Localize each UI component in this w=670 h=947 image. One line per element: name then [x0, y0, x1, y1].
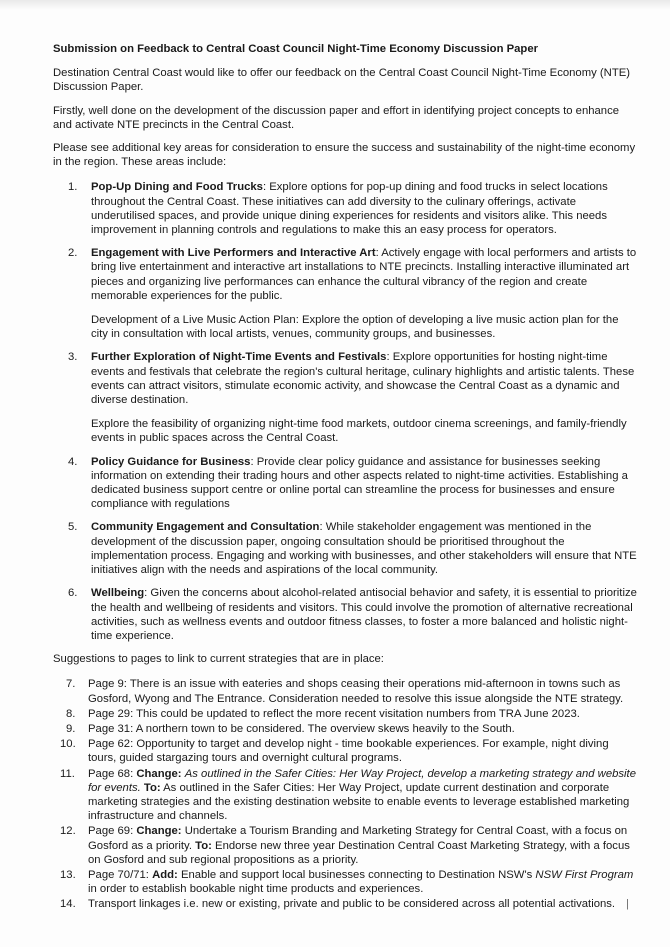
key-area-text: : Actively engage with local performers and artists to bring live entertainment and interactive art installations to NTE precincts. Installing interactive illuminated art pieces and organizing live performances can enhance the cultural vibrancy of the region and create memorable experiences for the public. — [91, 247, 637, 302]
key-area-text: : Explore options for pop-up dining and food trucks in select locations throughout the Central Coast. These initiatives can add diversity to the culinary offerings, activate underutilised spaces, and provide unique dining experiences for residents and visitors alike. This needs improvement in planning controls and regulations to make this an easy process for operators. — [91, 181, 608, 237]
suggestion-item — [53, 767, 638, 824]
key-area-text: : While stakeholder engagement was mentioned in the development of the discussion paper, ongoing consultation should be prioritised throughout the implementation process. Engaging and working with businesses, and other stakeholders will ensure that NTE initiatives align with the needs and aspirations of the local community. — [91, 521, 637, 577]
suggestion-quote: As outlined in the Safer Cities: Her Way Project, develop a marketing strategy and website for events. — [88, 767, 636, 794]
suggestion-text: in order to establish bookable night time products and experiences. — [88, 883, 424, 896]
list-number: 2. — [68, 247, 78, 260]
intro-paragraph: Firstly, well done on the development of the discussion paper and effort in identifying project concepts to enhance and activate NTE precincts in the Central Coast. — [53, 104, 620, 131]
list-number: 6. — [68, 587, 78, 600]
suggestion-text: Page 29: This could be updated to reflect the more recent visitation numbers from TRA June 2023. — [88, 707, 580, 720]
key-area-text: : Provide clear policy guidance and assistance for businesses seeking information on extending their trading hours and other aspects related to night-time activities. Establishing a dedicated business support centre or online portal can streamline the process for businesses and ensure compliance with regulations — [91, 455, 628, 511]
key-area-heading: Community Engagement and Consultation — [91, 521, 320, 534]
suggestion-quote: NSW First Program — [535, 868, 634, 881]
suggestion-item — [53, 677, 638, 705]
list-number: 10. — [60, 738, 76, 751]
intro-paragraph: Destination Central Coast would like to offer our feedback on the Central Coast Council Night-Time Economy (NTE) Discussion Paper. — [53, 67, 631, 94]
suggestion-item — [53, 707, 638, 721]
suggestion-keyword: Add: — [152, 868, 178, 881]
suggestion-item — [53, 868, 638, 896]
key-areas-list — [53, 180, 638, 643]
list-number: 7. — [66, 678, 76, 691]
suggestion-text: Page 9: There is an issue with eateries and shops ceasing their operations mid-afternoon in towns such as Gosford, Wyong and The Entrance. Consideration needed to resolve this issue alongside the NTE strategy. — [88, 678, 624, 705]
key-area-text: : Explore opportunities for hosting night-time events and festivals that celebrate the region's cultural heritage, culinary highlights and artistic talents. These events can attract visitors, stimulate economic activity, and showcase the Central Coast as a dynamic and diverse destination. — [91, 351, 635, 407]
key-area-heading: Pop-Up Dining and Food Trucks — [91, 181, 263, 194]
key-area-item — [53, 455, 638, 512]
suggestion-text: Undertake a Tourism Branding and Marketing Strategy for Central Coast, with a focus on Gosford as a priority. — [88, 825, 628, 852]
suggestion-text: As outlined in the Safer Cities: Her Way Project, update current destination and corporate marketing strategies and the existing destination website to enable events to leverage established marketing infrastructure and channels. — [88, 781, 630, 823]
key-area-subparagraph: Development of a Live Music Action Plan: Explore the option of developing a live music action plan for the city in consultation with local artists, venues, community groups, and businesses. — [91, 314, 619, 341]
key-area-item — [53, 180, 638, 237]
intro-paragraph: Please see additional key areas for consideration to ensure the success and sustainability of the night-time economy in the region. These areas include: — [53, 142, 636, 169]
list-number: 8. — [66, 707, 76, 720]
list-number: 3. — [68, 351, 78, 364]
suggestions-list — [53, 677, 638, 911]
suggestion-text: Page 68: — [88, 767, 137, 780]
suggestion-item — [53, 897, 638, 911]
suggestion-text: Endorse new three year Destination Central Coast Marketing Strategy, with a focus on Gosford and sub regional propositions as a priority. — [88, 839, 630, 866]
key-area-subparagraph: Explore the feasibility of organizing night-time food markets, outdoor cinema screenings, and family-friendly events in public spaces across the Central Coast. — [91, 418, 627, 445]
key-area-heading: Engagement with Live Performers and Interactive Art — [91, 247, 376, 260]
suggestion-item — [53, 722, 638, 736]
suggestion-keyword: Change: — [136, 825, 182, 838]
suggestion-keyword: Change: — [136, 767, 182, 780]
key-area-heading: Wellbeing — [91, 587, 145, 600]
suggestions-intro: Suggestions to pages to link to current strategies that are in place: — [53, 653, 384, 666]
key-area-heading: Further Exploration of Night-Time Events and Festivals — [91, 351, 387, 364]
suggestion-keyword: To: — [195, 839, 212, 852]
key-area-item — [53, 520, 638, 577]
key-area-text: : Given the concerns about alcohol-related antisocial behavior and safety, it is essential to prioritize the health and wellbeing of residents and visitors. This could involve the promotion of alternative recreational activities, such as wellness events and outdoor fitness classes, to foster a more balanced and holistic night-time experience. — [91, 587, 637, 642]
suggestion-text: Page 31: A northern town to be considered. The overview skews heavily to the South. — [88, 722, 515, 735]
list-number: 11. — [60, 767, 75, 780]
list-number: 9. — [66, 722, 76, 735]
suggestion-text: Page 70/71: — [88, 868, 153, 881]
key-area-item — [53, 246, 638, 341]
key-area-item — [53, 586, 638, 643]
list-number: 12. — [60, 825, 76, 838]
list-number: 5. — [68, 521, 78, 534]
document — [53, 42, 638, 913]
key-area-heading: Policy Guidance for Business — [91, 455, 251, 468]
key-area-item — [53, 350, 638, 445]
list-number: 13. — [60, 868, 76, 881]
suggestion-text: Transport linkages i.e. new or existing, private and public to be considered across all potential activations. — [88, 898, 616, 911]
document-title: Submission on Feedback to Central Coast Council Night-Time Economy Discussion Paper — [53, 43, 539, 55]
suggestion-text: Enable and support local businesses connecting to Destination NSW's — [177, 868, 536, 881]
suggestion-text: Page 69: — [88, 825, 137, 838]
list-number: 4. — [68, 455, 78, 468]
list-number: 1. — [68, 181, 78, 194]
scan-edge — [0, 0, 670, 10]
list-number: 14. — [60, 898, 76, 911]
suggestion-item — [53, 737, 638, 765]
scan-mark: | — [626, 898, 629, 910]
suggestion-keyword: To: — [143, 781, 161, 794]
suggestion-text: Page 62: Opportunity to target and develop night - time bookable experiences. For example, night diving tours, guided stargazing tours and overnight cultural programs. — [88, 738, 609, 765]
suggestion-item — [53, 824, 638, 867]
